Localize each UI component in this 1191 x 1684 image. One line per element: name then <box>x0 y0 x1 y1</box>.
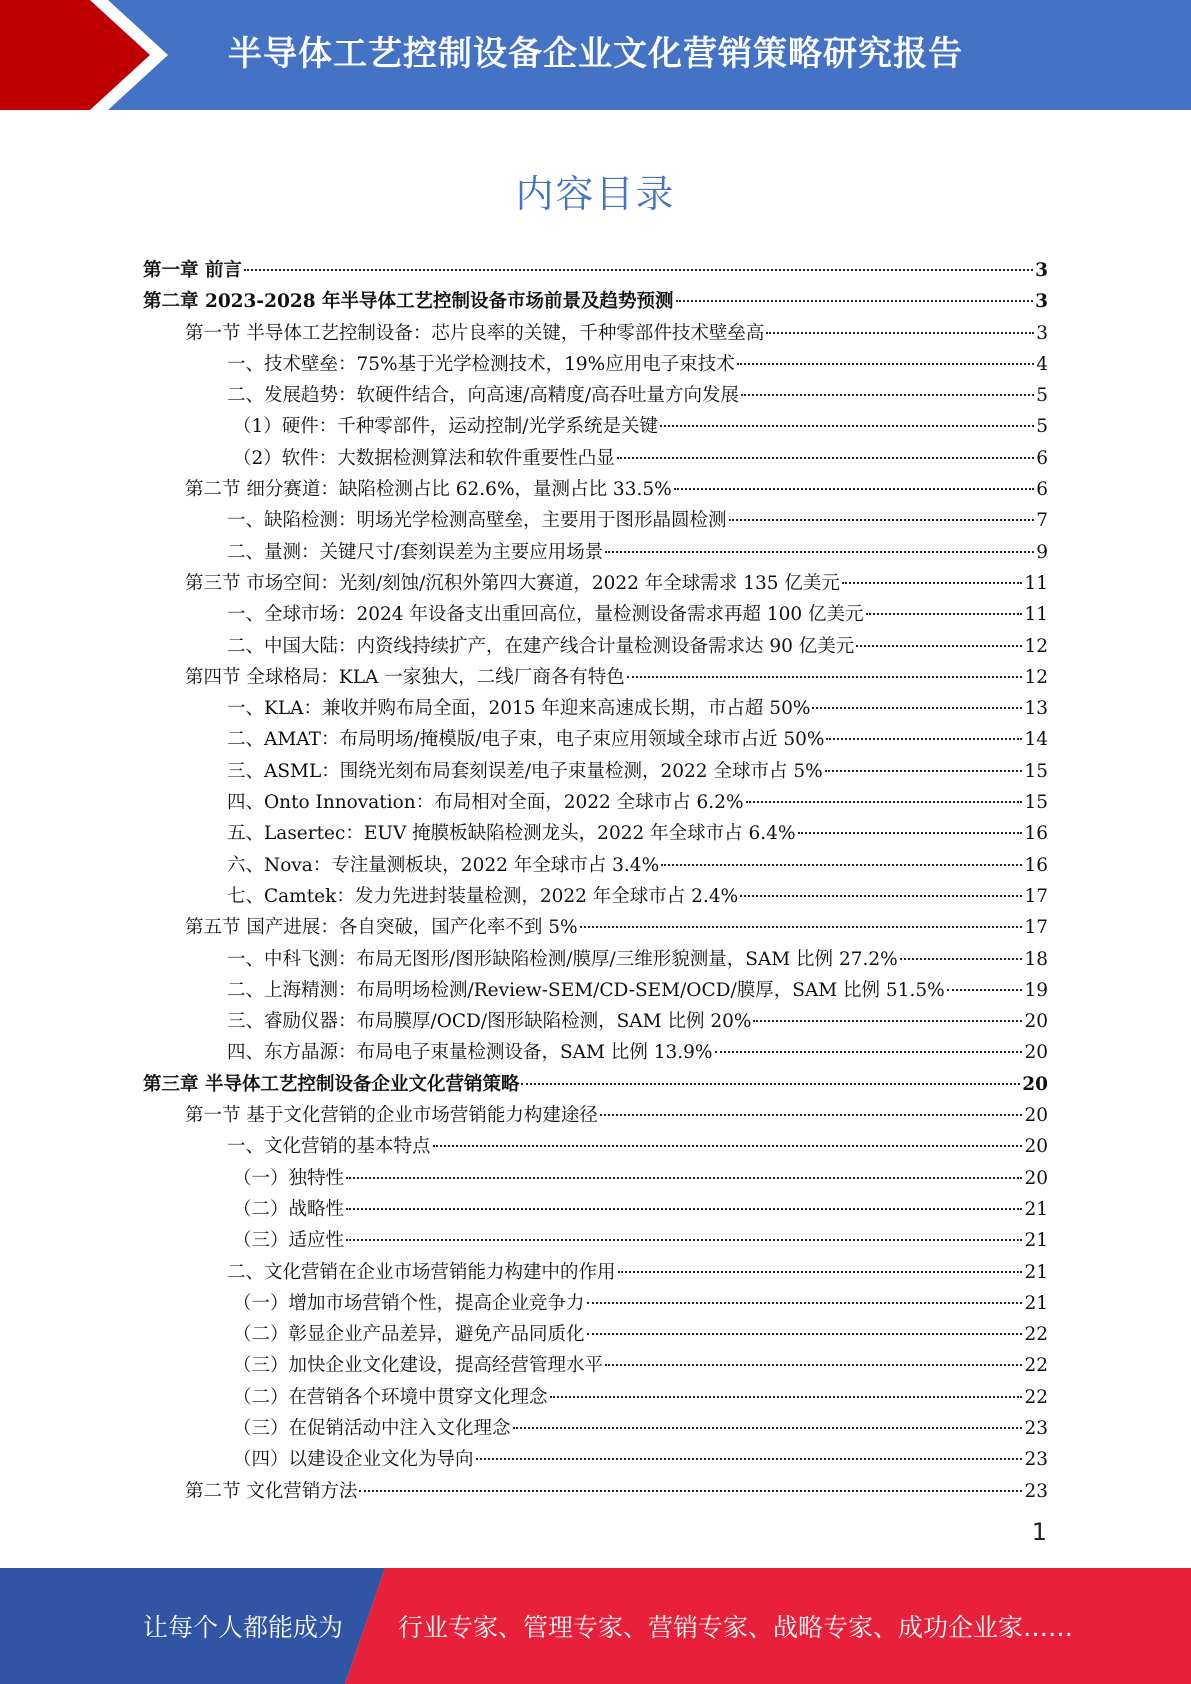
toc-entry-page: 4 <box>1036 353 1048 375</box>
toc-entry-page: 22 <box>1024 1324 1048 1346</box>
toc-entry-page: 9 <box>1036 541 1048 563</box>
toc-entry-title: 第三节 市场空间：光刻/刻蚀/沉积外第四大赛道，2022 年全球需求 135 亿美元 <box>185 572 840 594</box>
toc-entry[interactable] <box>143 944 1048 975</box>
toc-entry-page: 23 <box>1024 1449 1048 1471</box>
toc-entry-title: 第一节 半导体工艺控制设备：芯片良率的关键，千种零部件技术壁垒高 <box>185 322 765 344</box>
toc-entry[interactable] <box>143 1006 1048 1037</box>
toc-entry-page: 14 <box>1024 729 1048 751</box>
toc-entry-title: 二、发展趋势：软硬件结合，向高速/高精度/高吞吐量方向发展 <box>227 385 739 407</box>
toc-entry-page: 12 <box>1024 635 1048 657</box>
toc-dot-leader <box>550 1396 1023 1398</box>
page-header <box>0 0 1191 110</box>
toc-entry-title: （三）加快企业文化建设，提高经营管理水平 <box>233 1355 604 1377</box>
toc-entry-title: 二、量测：关键尺寸/套刻误差为主要应用场景 <box>227 541 604 563</box>
toc-dot-leader <box>798 832 1023 834</box>
toc-entry-page: 17 <box>1024 885 1048 907</box>
toc-entry-title: 六、Nova：专注量测板块，2022 年全球市占 3.4% <box>227 854 660 876</box>
toc-entry-page: 20 <box>1024 1011 1048 1033</box>
toc-dot-leader <box>741 394 1034 396</box>
toc-dot-leader <box>866 613 1023 615</box>
toc-entry-page: 20 <box>1024 1136 1048 1158</box>
toc-entry[interactable] <box>143 787 1048 818</box>
toc-dot-leader <box>513 1427 1023 1429</box>
toc-dot-leader <box>359 1490 1022 1492</box>
toc-entry-title: （2）软件：大数据检测算法和软件重要性凸显 <box>233 447 615 469</box>
toc-entry[interactable] <box>143 599 1048 630</box>
toc-dot-leader <box>605 551 1034 553</box>
toc-entry-page: 23 <box>1024 1417 1048 1439</box>
toc-entry-title: （二）在营销各个环境中贯穿文化理念 <box>233 1386 548 1408</box>
toc-entry-title: （一）独特性 <box>233 1167 345 1189</box>
toc-entry-page: 18 <box>1024 948 1048 970</box>
toc-entry-title: 第五节 国产进展：各自突破，国产化率不到 5% <box>185 917 578 939</box>
toc-entry-title: 三、ASML：围绕光刻布局套刻误差/电子束量检测，2022 全球市占 5% <box>227 760 823 782</box>
toc-entry-page: 15 <box>1024 792 1048 814</box>
toc-entry-title: 一、KLA：兼收并购布局全面，2015 年迎来高速成长期，市占超 50% <box>227 698 811 720</box>
toc-entry[interactable] <box>143 568 1048 599</box>
toc-dot-leader <box>729 519 1035 521</box>
toc-entry-page: 22 <box>1024 1386 1048 1408</box>
toc-entry-page: 7 <box>1036 510 1048 532</box>
toc-entry-page: 17 <box>1024 917 1048 939</box>
toc-entry[interactable] <box>143 349 1048 380</box>
toc-entry-title: 第二章 2023-2028 年半导体工艺控制设备市场前景及趋势预测 <box>143 291 674 313</box>
toc-entry-page: 13 <box>1024 698 1048 720</box>
toc-entry-title: 三、睿励仪器：布局膜厚/OCD/图形缺陷检测，SAM 比例 20% <box>227 1011 752 1033</box>
toc-dot-leader <box>715 1051 1023 1053</box>
toc-entry-title: 第一节 基于文化营销的企业市场营销能力构建途径 <box>185 1105 598 1127</box>
toc-entry[interactable] <box>143 255 1048 286</box>
toc-entry-page: 22 <box>1024 1355 1048 1377</box>
toc-entry[interactable] <box>143 1225 1048 1256</box>
toc-entry-page: 21 <box>1024 1261 1048 1283</box>
toc-dot-leader <box>433 1145 1023 1147</box>
toc-entry-title: 一、中科飞测：布局无图形/图形缺陷检测/膜厚/三维形貌测量，SAM 比例 27.2% <box>227 948 898 970</box>
footer-slogan-left: 让每个人都能成为 <box>143 1613 344 1642</box>
toc-entry-page: 11 <box>1024 572 1048 594</box>
toc-entry-title: 第一章 前言 <box>143 260 242 281</box>
toc-entry[interactable] <box>143 631 1048 662</box>
toc-entry[interactable] <box>143 1100 1048 1131</box>
toc-entry[interactable] <box>143 881 1048 912</box>
toc-entry[interactable] <box>143 318 1048 349</box>
toc-dot-leader <box>476 1458 1023 1460</box>
toc-entry-page: 20 <box>1022 1073 1048 1095</box>
page-number: 1 <box>1031 1518 1047 1546</box>
toc-entry-page: 20 <box>1024 1042 1048 1064</box>
toc-entry-title: 第二节 文化营销方法 <box>185 1480 358 1502</box>
toc-entry-page: 3 <box>1036 322 1048 344</box>
toc-dot-leader <box>737 363 1034 365</box>
toc-dot-leader <box>856 645 1022 647</box>
toc-entry-page: 21 <box>1024 1198 1048 1220</box>
toc-entry-title: 一、技术壁垒：75%基于光学检测技术，19%应用电子束技术 <box>227 353 735 375</box>
toc-entry[interactable] <box>143 1257 1048 1288</box>
toc-dot-leader <box>627 676 1023 678</box>
toc-dot-leader <box>521 1083 1020 1085</box>
toc-dot-leader <box>617 457 1034 459</box>
toc-dot-leader <box>746 801 1023 803</box>
toc-entry-page: 19 <box>1024 979 1048 1001</box>
page-footer <box>0 1568 1191 1684</box>
toc-entry[interactable] <box>143 724 1048 755</box>
toc-entry[interactable] <box>143 505 1048 536</box>
toc-dot-leader <box>674 488 1035 490</box>
toc-entry-page: 5 <box>1036 416 1048 438</box>
toc-dot-leader <box>947 989 1023 991</box>
toc-entry[interactable] <box>143 1131 1048 1162</box>
toc-entry[interactable] <box>143 286 1048 317</box>
toc-entry-title: （1）硬件：千种零部件，运动控制/光学系统是关键 <box>233 416 659 438</box>
toc-dot-leader <box>900 958 1023 960</box>
toc-entry-title: 一、全球市场：2024 年设备支出重回高位，量检测设备需求再超 100 亿美元 <box>227 604 864 626</box>
toc-entry-title: 一、文化营销的基本特点 <box>227 1136 431 1158</box>
toc-dot-leader <box>825 770 1023 772</box>
header-title: 半导体工艺控制设备企业文化营销策略研究报告 <box>228 34 963 74</box>
toc-entry-title: 七、Camtek：发力先进封装量检测，2022 年全球市占 2.4% <box>227 885 739 907</box>
toc-entry-page: 23 <box>1024 1480 1048 1502</box>
toc-entry-page: 20 <box>1024 1105 1048 1127</box>
toc-entry-title: （四）以建设企业文化为导向 <box>233 1449 474 1471</box>
toc-dot-leader <box>766 332 1034 334</box>
toc-dot-leader <box>587 1333 1023 1335</box>
toc-entry-title: （三）在促销活动中注入文化理念 <box>233 1417 511 1439</box>
toc-entry-page: 6 <box>1036 479 1048 501</box>
toc-dot-leader <box>600 1114 1023 1116</box>
toc-entry[interactable] <box>143 912 1048 943</box>
toc-entry[interactable] <box>143 756 1048 787</box>
toc-entry[interactable] <box>143 443 1048 474</box>
toc-entry[interactable] <box>143 818 1048 849</box>
toc-entry-page: 15 <box>1024 760 1048 782</box>
toc-entry-title: 第三章 半导体工艺控制设备企业文化营销策略 <box>143 1073 520 1095</box>
toc-entry-title: 四、东方晶源：布局电子束量检测设备，SAM 比例 13.9% <box>227 1042 713 1064</box>
footer-slogan-right: 行业专家、管理专家、营销专家、战略专家、成功企业家…… <box>398 1613 1074 1642</box>
toc-dot-leader <box>346 1177 1022 1179</box>
toc-entry[interactable] <box>143 1194 1048 1225</box>
toc-entry-page: 12 <box>1024 666 1048 688</box>
table-of-contents <box>143 255 1048 1507</box>
toc-dot-leader <box>753 1020 1022 1022</box>
toc-entry-page: 16 <box>1024 823 1048 845</box>
toc-entry[interactable] <box>143 975 1048 1006</box>
toc-dot-leader <box>660 425 1034 427</box>
toc-entry[interactable] <box>143 1163 1048 1194</box>
toc-entry-title: 四、Onto Innovation：布局相对全面，2022 全球市占 6.2% <box>227 792 744 814</box>
toc-entry[interactable] <box>143 1444 1048 1475</box>
toc-entry-page: 21 <box>1024 1292 1048 1314</box>
toc-entry-title: 第四节 全球格局：KLA 一家独大，二线厂商各有特色 <box>185 666 625 688</box>
toc-entry-page: 21 <box>1024 1230 1048 1252</box>
toc-dot-leader <box>346 1239 1022 1241</box>
toc-entry-page: 6 <box>1036 447 1048 469</box>
toc-entry-page: 16 <box>1024 854 1048 876</box>
toc-dot-leader <box>826 738 1022 740</box>
toc-entry[interactable] <box>143 537 1048 568</box>
toc-entry-title: 五、Lasertec：EUV 掩膜板缺陷检测龙头，2022 年全球市占 6.4% <box>227 823 796 845</box>
toc-entry[interactable] <box>143 1382 1048 1413</box>
toc-entry[interactable] <box>143 850 1048 881</box>
toc-dot-leader <box>842 582 1023 584</box>
toc-entry[interactable] <box>143 1476 1048 1507</box>
toc-entry-title: （三）适应性 <box>233 1230 345 1252</box>
toc-entry-page: 5 <box>1036 385 1048 407</box>
toc-dot-leader <box>605 1364 1022 1366</box>
toc-entry-page: 11 <box>1024 604 1048 626</box>
toc-entry-title: 二、中国大陆：内资线持续扩产，在建产线合计量检测设备需求达 90 亿美元 <box>227 635 855 657</box>
toc-entry[interactable] <box>143 1413 1048 1444</box>
toc-entry-title: 二、上海精测：布局明场检测/Review-SEM/CD-SEM/OCD/膜厚，SAM 比例 51.5% <box>227 979 945 1001</box>
toc-entry-page: 3 <box>1035 291 1048 313</box>
toc-entry[interactable] <box>143 1350 1048 1381</box>
toc-entry[interactable] <box>143 1288 1048 1319</box>
toc-dot-leader <box>244 269 1033 271</box>
toc-entry-title: 第二节 细分赛道：缺陷检测占比 62.6%，量测占比 33.5% <box>185 479 672 501</box>
toc-entry[interactable] <box>143 380 1048 411</box>
toc-entry-title: （二）彰显企业产品差异，避免产品同质化 <box>233 1324 585 1346</box>
toc-entry[interactable] <box>143 1319 1048 1350</box>
toc-entry-title: 二、AMAT：布局明场/掩模版/电子束，电子束应用领域全球市占近 50% <box>227 729 825 751</box>
toc-entry[interactable] <box>143 411 1048 442</box>
toc-dot-leader <box>740 895 1022 897</box>
toc-entry[interactable] <box>143 693 1048 724</box>
toc-dot-leader <box>580 926 1023 928</box>
toc-dot-leader <box>587 1302 1023 1304</box>
toc-entry-title: （二）战略性 <box>233 1198 345 1220</box>
toc-dot-leader <box>676 300 1034 302</box>
toc-dot-leader <box>661 864 1022 866</box>
toc-entry-title: 二、文化营销在企业市场营销能力构建中的作用 <box>227 1261 616 1283</box>
toc-heading: 内容目录 <box>515 172 676 216</box>
toc-entry-page: 20 <box>1024 1167 1048 1189</box>
toc-dot-leader <box>618 1271 1023 1273</box>
toc-entry-title: 一、缺陷检测：明场光学检测高壁垒，主要用于图形晶圆检测 <box>227 510 727 532</box>
toc-dot-leader <box>346 1208 1022 1210</box>
toc-entry-page: 3 <box>1035 260 1048 281</box>
toc-entry[interactable] <box>143 474 1048 505</box>
toc-entry-title: （一）增加市场营销个性，提高企业竞争力 <box>233 1292 585 1314</box>
toc-entry[interactable] <box>143 1069 1048 1100</box>
toc-dot-leader <box>812 707 1022 709</box>
toc-entry[interactable] <box>143 662 1048 693</box>
toc-entry[interactable] <box>143 1037 1048 1068</box>
